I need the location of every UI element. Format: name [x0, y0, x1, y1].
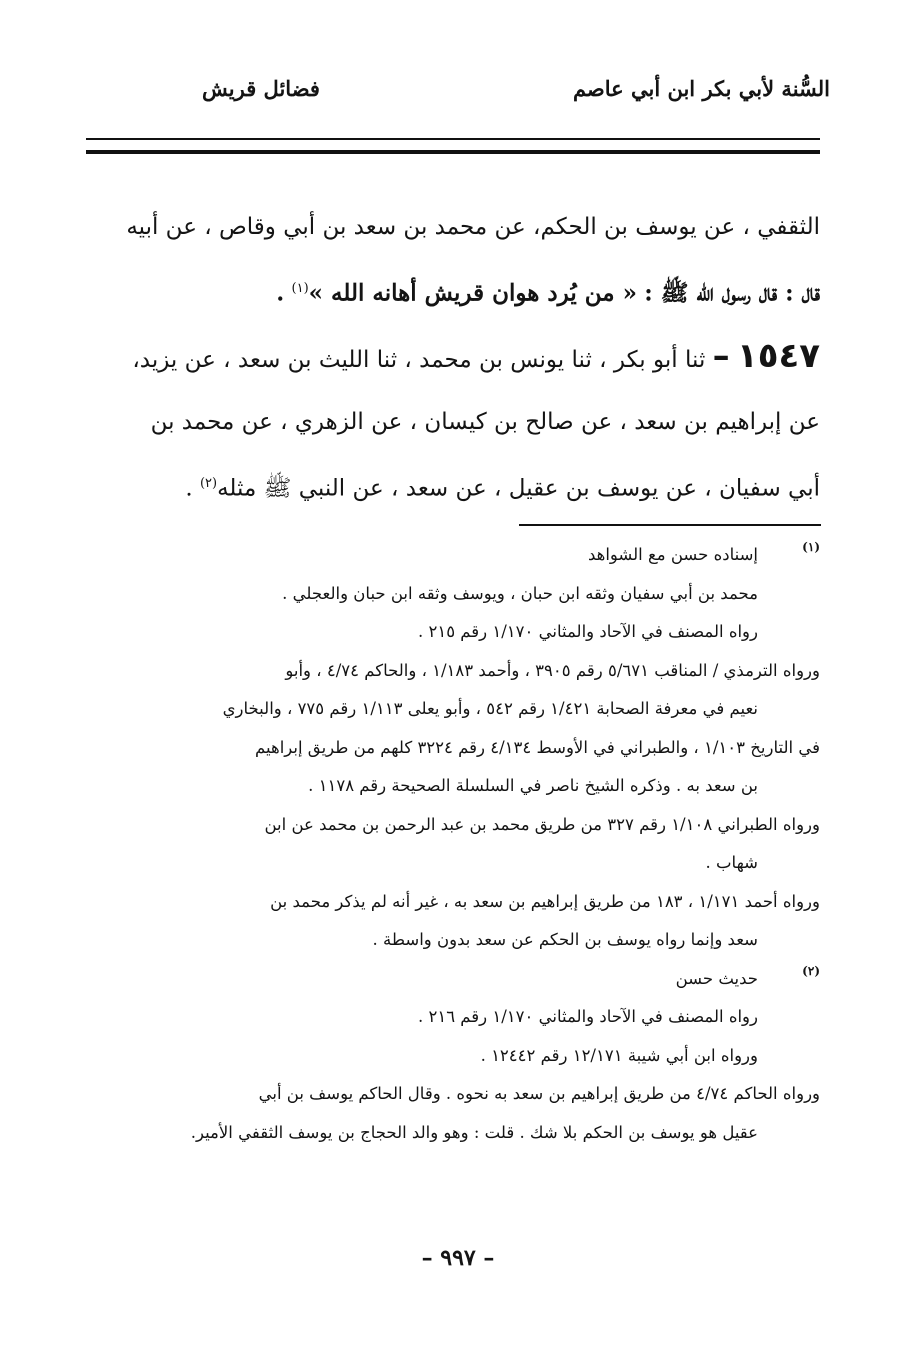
footnote-1: [80, 536, 820, 960]
main-line: قال : قال رسول الله ﷺ : « من يُرد هوان قريش أهانه الله »$^{(١)}$ .: [276, 279, 820, 307]
footnote-line: ورواه الترمذي / المناقب ٥/٦٧١ رقم ٣٩٠٥ ، وأحمد ١/١٨٣ ، والحاكم ٤/٧٤ ، وأبو: [285, 660, 820, 680]
main-line: الثقفي ، عن يوسف بن الحكم، عن محمد بن سعد بن أبي وقاص ، عن أبيه: [126, 214, 820, 240]
footnote-line: شهاب .: [705, 853, 758, 872]
footnote-line: رواه المصنف في الآحاد والمثاني ١/١٧٠ رقم ٢١٦ .: [417, 1007, 758, 1026]
footnote-line: محمد بن أبي سفيان وثقه ابن حبان ، ويوسف وثقه ابن حبان والعجلي .: [282, 583, 758, 603]
footnote-ref-1: (١): [291, 281, 309, 296]
footnote-separator: [519, 524, 821, 526]
footnote-line: ورواه أحمد ١/١٧١ ، ١٨٣ من طريق إبراهيم بن سعد به ، غير أنه لم يذكر محمد بن: [270, 891, 820, 911]
chapter-title: فضائل قريش: [202, 76, 320, 101]
main-line: أبي سفيان ، عن يوسف بن عقيل ، عن سعد ، عن النبي ﷺ مثله$^{(٢)}$ .: [185, 475, 820, 502]
footnote-line: سعد وإنما رواه يوسف بن الحكم عن سعد بدون واسطة .: [372, 930, 758, 949]
header-rule-thick: [86, 150, 820, 154]
footnote-line: بن سعد به . وذكره الشيخ ناصر في السلسلة الصحيحة رقم ١١٧٨ .: [308, 776, 758, 795]
main-line: ١٥٤٧ – ثنا أبو بكر ، ثنا يونس بن محمد ، ثنا الليث بن سعد ، عن يزيد،: [132, 335, 820, 376]
footnote-line: ورواه ابن أبي شيبة ١٢/١٧١ رقم ١٢٤٤٢ .: [480, 1045, 758, 1065]
footnote-line: عقيل هو يوسف بن الحكم بلا شك . قلت : وهو والد الحجاج بن يوسف الثقفي الأمير.: [190, 1122, 758, 1142]
footnote-line: نعيم في معرفة الصحابة ١/٤٢١ رقم ٥٤٢ ، وأبو يعلى ١/١١٣ رقم ٧٧٥ ، والبخاري: [222, 699, 758, 718]
footnote-line: حديث حسن: [675, 968, 758, 988]
running-header: [0, 70, 916, 110]
footnote-line: إسناده حسن مع الشواهد: [587, 545, 758, 564]
page-number: – ٩٩٧ –: [421, 1245, 495, 1271]
footnote-line: رواه المصنف في الآحاد والمثاني ١/١٧٠ رقم ٢١٥ .: [417, 622, 758, 641]
book-title: السُّنة لأبي بكر ابن أبي عاصم: [572, 76, 830, 101]
footnotes: [80, 536, 820, 1152]
footnote-line: ورواه الطبراني ١/١٠٨ رقم ٣٢٧ من طريق محمد بن عبد الرحمن بن محمد عن ابن: [264, 814, 820, 834]
footnote-ref-2: (٢): [199, 475, 218, 491]
footnote-line: ورواه الحاكم ٤/٧٤ من طريق إبراهيم بن سعد به نحوه . وقال الحاكم يوسف بن أبي: [258, 1084, 820, 1103]
hadith-quote: « من يُرد هوان قريش أهانه الله »: [308, 279, 637, 307]
footnote-2: [80, 960, 820, 1153]
main-line: عن إبراهيم بن سعد ، عن صالح بن كيسان ، عن الزهري ، عن محمد بن: [150, 408, 820, 435]
hadith-number: ١٥٤٧: [736, 335, 820, 376]
main-text: [80, 196, 820, 519]
header-rule-thin: [86, 138, 820, 140]
footnote-line: في التاريخ ١/١٠٣ ، والطبراني في الأوسط ٤/١٣٤ رقم ٣٢٢٤ كلهم من طريق إبراهيم: [255, 737, 820, 757]
footnote-mark: (١): [802, 540, 820, 554]
footnote-mark: (٢): [802, 963, 820, 978]
